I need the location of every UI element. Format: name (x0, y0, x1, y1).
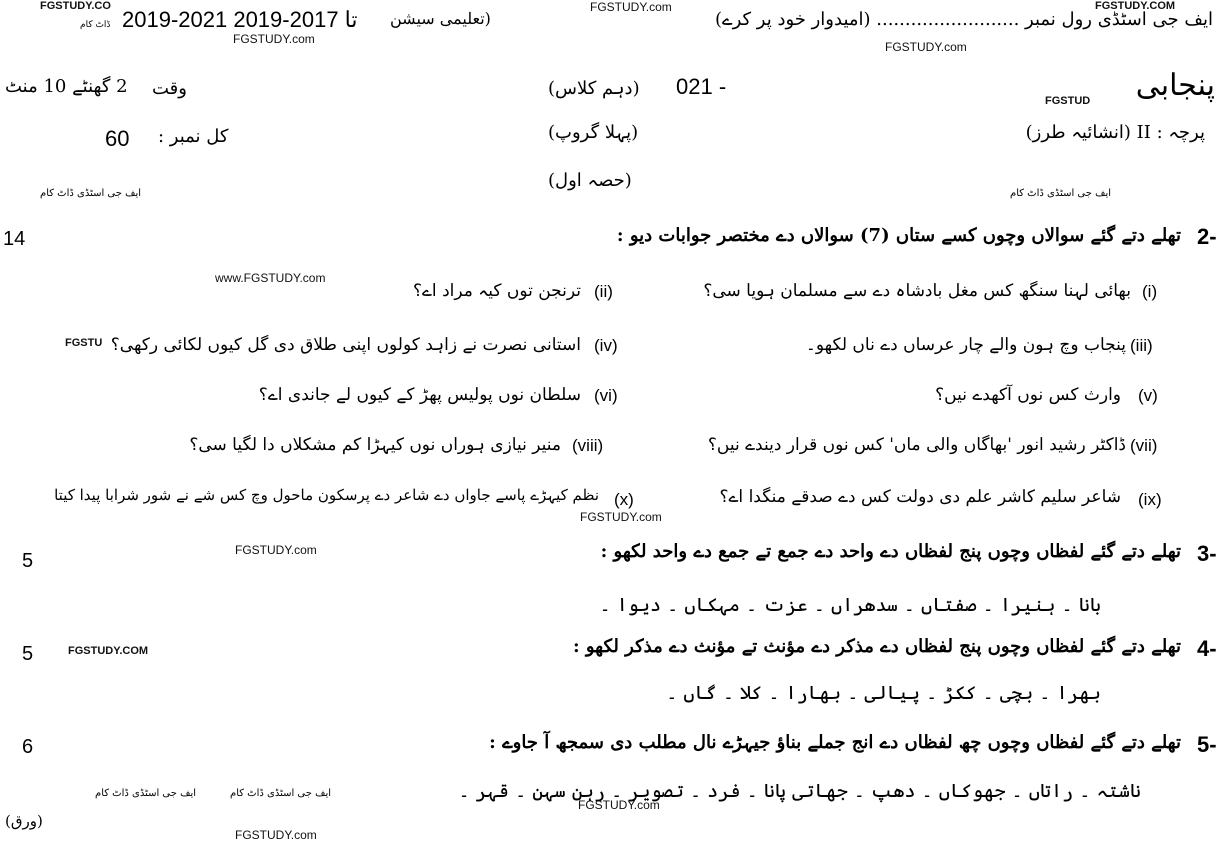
sub-question-number: (viii) (572, 436, 604, 455)
question-instruction: تھلے دتے گئے لفظاں وچوں پنج لفظاں دے واحد دے جمع تے جمع دے واحد لکھو : (600, 541, 1181, 562)
sub-question-number: (vii) (1130, 436, 1158, 455)
sub-question-text: وارث کس نوں آکھدے نیں؟ (935, 385, 1121, 405)
sub-question-text: پنجاب وچ ہون والے چار عرساں دے ناں لکھو۔ (805, 335, 1126, 355)
watermark: FGSTUDY.COM (1095, 0, 1176, 12)
sub-question-text: استانی نصرت نے زاہد کولوں اپنی طلاق دی گل کیوں لکائی رکھی؟ (110, 335, 581, 355)
watermark: ڈاٹ کام (80, 20, 111, 30)
watermark: ایف جی اسٹڈی ڈاٹ کام (1010, 188, 1112, 199)
watermark: FGSTUD (1045, 95, 1091, 107)
question-instruction: تھلے دتے گئے لفظاں وچوں پنج لفظاں دے مذکر دے مؤنث تے مؤنث دے مذکر لکھو : (572, 636, 1181, 657)
sub-question-text: نظم کیہڑے پاسے جاواں دے شاعر دے پرسکون ماحول وچ کس شے نے شور شرابا پیدا کیتا (54, 486, 599, 504)
sub-question-text: ترنجن توں کیہ مراد اے؟ (412, 281, 581, 301)
session-years: 2019-2021 تا 2017-2019 (122, 7, 358, 32)
total-marks-value: 60 (105, 126, 130, 151)
sub-question-text: منیر نیازی ہوراں نوں کیہڑا کم مشکلاں دا لگیا سی؟ (189, 435, 561, 455)
question-number: 2- (1197, 224, 1217, 249)
watermark: FGSTUDY.com (578, 798, 660, 812)
sub-question-text: سلطان نوں پولیس پھڑ کے کیوں لے جاندی اے؟ (258, 385, 581, 405)
sub-question-number: (iii) (1130, 336, 1153, 355)
question-number: 3- (1197, 541, 1217, 566)
question-marks: 6 (22, 736, 34, 758)
time-value: 2 گھنٹے 10 منٹ (5, 76, 128, 97)
subject-title: پنجابی (1135, 68, 1215, 103)
question-marks: 14 (3, 228, 26, 250)
watermark: ایف جی اسٹڈی ڈاٹ کام (40, 188, 142, 199)
sub-question-number: (i) (1142, 282, 1158, 301)
group-label: (پہلا گروپ) (548, 122, 639, 143)
word-list: ناشتہ ۔ راتاں ۔ جھوکاں ۔ دھپ ۔ جھاتی پانا ۔ فرد ۔ تصویر ۔ رہن سہن ۔ قہر ۔ (458, 780, 1141, 802)
watermark: FGSTUDY.com (235, 828, 317, 842)
session-label: (تعلیمی سیشن (390, 9, 491, 28)
time-label: وقت (152, 78, 187, 99)
turn-over-label: (ورق) (5, 812, 43, 830)
sub-question-number: (v) (1138, 386, 1158, 405)
sub-question-number: (iv) (594, 336, 618, 355)
watermark: www.FGSTUDY.com (215, 271, 326, 285)
part-label: (حصہ اول) (548, 170, 632, 191)
question-marks: 5 (22, 643, 34, 665)
sub-question-number: (vi) (594, 386, 618, 405)
question-number: 5- (1197, 732, 1217, 757)
watermark: FGSTUDY.com (885, 40, 967, 54)
watermark: FGSTUDY.com (590, 0, 672, 14)
watermark: FGSTU (65, 337, 103, 349)
word-list: بانا ۔ ہنیرا ۔ صفتاں ۔ سدھراں ۔ عزت ۔ مہکاں ۔ دیوا ۔ (599, 594, 1101, 616)
question-instruction: تھلے دتے گئے سوالاں وچوں کسے ستاں (7) سوالاں دے مختصر جوابات دیو : (616, 225, 1181, 246)
word-list: بھرا ۔ بچی ۔ ککڑ ۔ پیالی ۔ بھارا ۔ کلا ۔ گاں ۔ (666, 682, 1101, 704)
question-instruction: تھلے دتے گئے لفظاں وچوں چھ لفظاں دے انج جملے بناؤ جیہڑے نال مطلب دی سمجھ آ جاوے : (489, 732, 1181, 753)
watermark: FGSTUDY.com (235, 543, 317, 557)
total-marks-label: کل نمبر : (158, 126, 229, 147)
sub-question-text: شاعر سلیم کاشر علم دی دولت کس دے صدقے منگدا اے؟ (719, 487, 1121, 507)
question-marks: 5 (22, 550, 34, 572)
watermark: FGSTUDY.CO (40, 0, 111, 12)
class-label: (دہم کلاس) (548, 78, 640, 99)
paper-title: پرچہ : II (انشائیہ طرز) (1025, 122, 1205, 143)
sub-question-number: (ix) (1138, 490, 1162, 509)
roll-number-line: ایف جی اسٹڈی رول نمبر ......................... (امیدوار خود پر کرے) (715, 9, 1213, 30)
watermark: ایف جی اسٹڈی ڈاٹ کام (230, 788, 332, 799)
watermark: ایف جی اسٹڈی ڈاٹ کام (95, 788, 197, 799)
sub-question-number: (ii) (594, 282, 613, 301)
watermark: FGSTUDY.COM (68, 645, 149, 657)
question-number: 4- (1197, 636, 1217, 661)
watermark: FGSTUDY.com (233, 32, 315, 46)
watermark: FGSTUDY.com (580, 510, 662, 524)
sub-question-text: ڈاکٹر رشید انور 'بھاگاں والی ماں' کس نوں قرار دیندے نیں؟ (707, 435, 1126, 455)
paper-code: 021 - (676, 74, 727, 99)
sub-question-text: بھائی لہنا سنگھ کس مغل بادشاہ دے سے مسلمان ہویا سی؟ (703, 281, 1131, 301)
sub-question-number: (x) (614, 490, 634, 509)
